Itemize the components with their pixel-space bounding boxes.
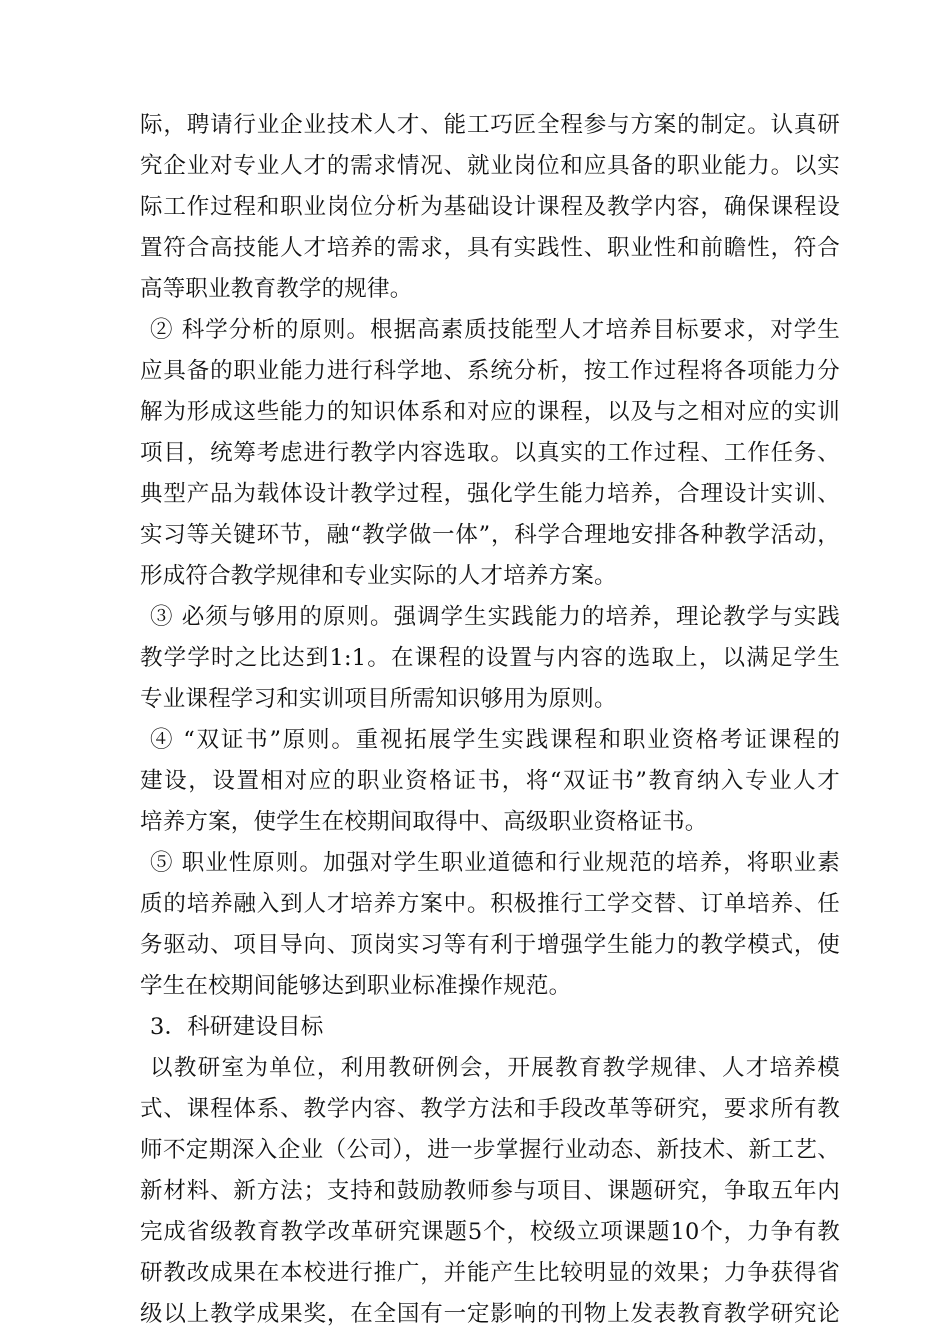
text-line: 解为形成这些能力的知识体系和对应的课程，以及与之相对应的实训 — [140, 399, 840, 425]
text-line: 项目，统筹考虑进行教学内容选取。以真实的工作过程、工作任务、 — [140, 440, 840, 466]
section-heading: 3．科研建设目标 — [150, 1014, 324, 1040]
text-line: 研教改成果在本校进行推广，并能产生比较明显的效果；力争获得省 — [140, 1260, 840, 1286]
text-line: 培养方案，使学生在校期间取得中、高级职业资格证书。 — [140, 809, 708, 835]
text-line: 建设，设置相对应的职业资格证书，将“双证书”教育纳入专业人才 — [140, 768, 840, 794]
text-line: 形成符合教学规律和专业实际的人才培养方案。 — [140, 563, 617, 589]
text-line: 完成省级教育教学改革研究课题5个，校级立项课题10个，力争有教 — [140, 1219, 840, 1245]
text-line: 究企业对专业人才的需求情况、就业岗位和应具备的职业能力。以实 — [140, 153, 840, 179]
text-line: 务驱动、项目导向、顶岗实习等有利于增强学生能力的教学模式，使 — [140, 932, 840, 958]
text-line: 级以上教学成果奖，在全国有一定影响的刊物上发表教育教学研究论 — [140, 1301, 840, 1327]
text-line: 高等职业教育教学的规律。 — [140, 276, 413, 302]
text-line: 新材料、新方法；支持和鼓励教师参与项目、课题研究，争取五年内 — [140, 1178, 840, 1204]
text-line: 师不定期深入企业（公司），进一步掌握行业动态、新技术、新工艺、 — [140, 1137, 840, 1163]
text-line: 际，聘请行业企业技术人才、能工巧匠全程参与方案的制定。认真研 — [140, 112, 840, 138]
text-line: ② 科学分析的原则。根据高素质技能型人才培养目标要求，对学生 — [150, 317, 840, 343]
text-line: ⑤ 职业性原则。加强对学生职业道德和行业规范的培养，将职业素 — [150, 850, 840, 876]
text-line: 式、课程体系、教学内容、教学方法和手段改革等研究，要求所有教 — [140, 1096, 840, 1122]
text-line: ④ “双证书”原则。重视拓展学生实践课程和职业资格考证课程的 — [150, 727, 840, 753]
text-line: 应具备的职业能力进行科学地、系统分析，按工作过程将各项能力分 — [140, 358, 840, 384]
text-line: 以教研室为单位，利用教研例会，开展教育教学规律、人才培养模 — [150, 1055, 840, 1081]
text-line: 质的培养融入到人才培养方案中。积极推行工学交替、订单培养、任 — [140, 891, 840, 917]
text-line: 学生在校期间能够达到职业标准操作规范。 — [140, 973, 572, 999]
text-line: 典型产品为载体设计教学过程，强化学生能力培养，合理设计实训、 — [140, 481, 840, 507]
text-line: 教学学时之比达到1:1。在课程的设置与内容的选取上，以满足学生 — [140, 645, 840, 671]
text-line: 实习等关键环节，融“教学做一体”，科学合理地安排各种教学活动， — [140, 522, 840, 548]
text-line: 际工作过程和职业岗位分析为基础设计课程及教学内容，确保课程设 — [140, 194, 840, 220]
text-line: 专业课程学习和实训项目所需知识够用为原则。 — [140, 686, 617, 712]
text-line: 置符合高技能人才培养的需求，具有实践性、职业性和前瞻性，符合 — [140, 235, 840, 261]
text-line: ③ 必须与够用的原则。强调学生实践能力的培养，理论教学与实践 — [150, 604, 840, 630]
